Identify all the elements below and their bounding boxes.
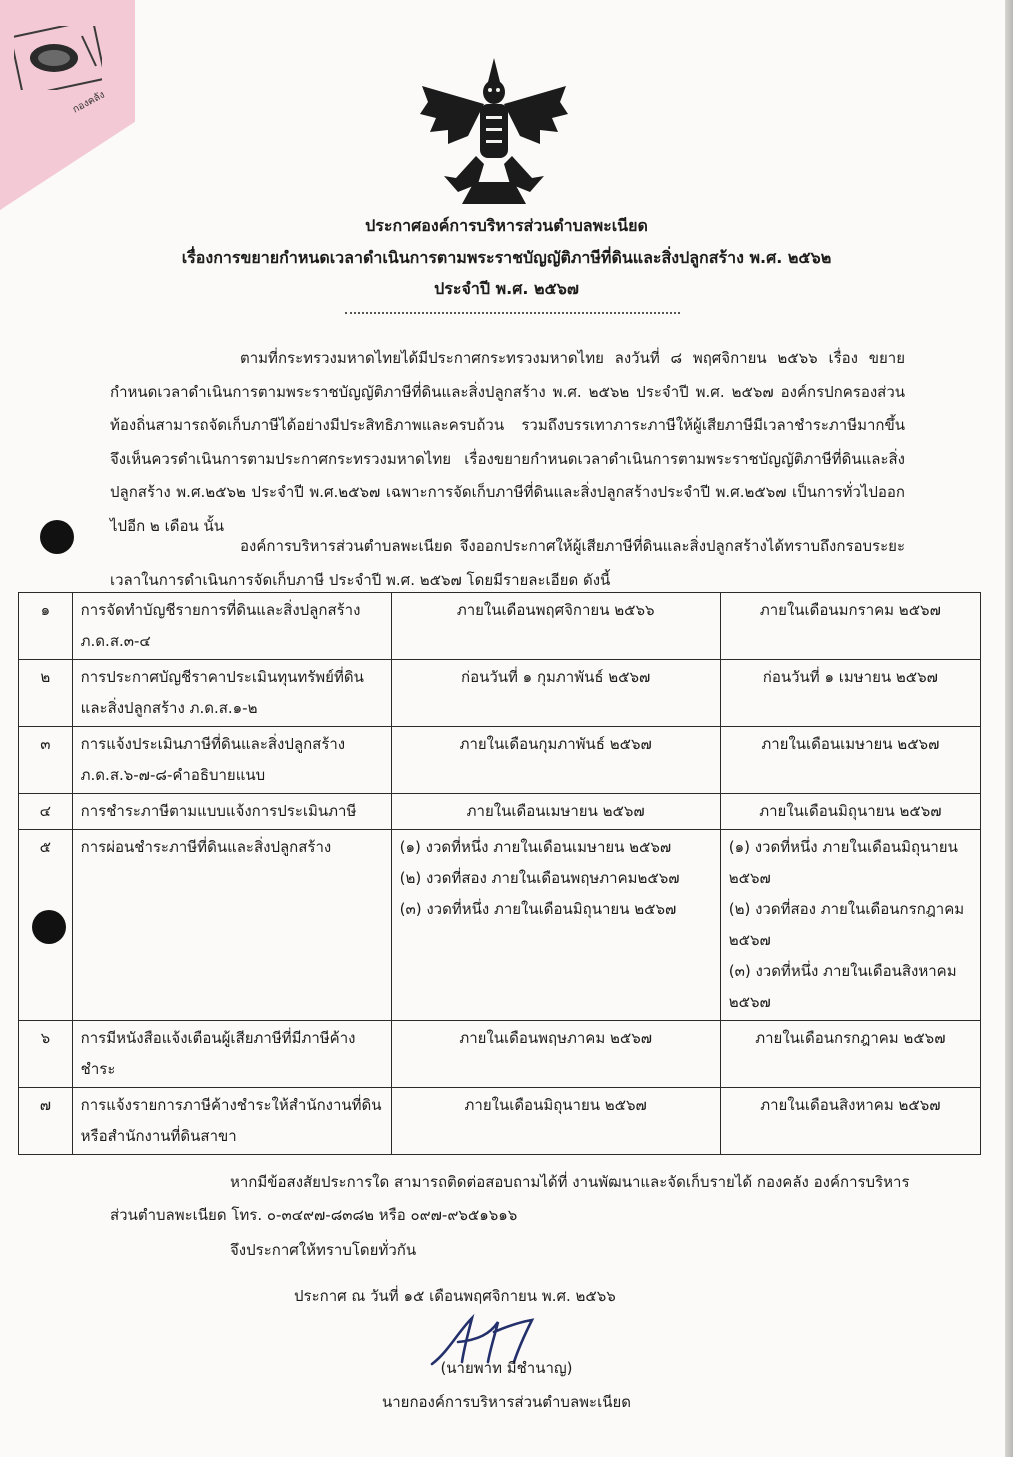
schedule-activity: การผ่อนชำระภาษีที่ดินและสิ่งปลูกสร้าง <box>72 830 391 1021</box>
schedule-original-deadline <box>391 1021 720 1088</box>
deadline-line: (๓) งวดที่หนึ่ง ภายในเดือนสิงหาคม ๒๕๖๗ <box>728 962 957 1011</box>
schedule-activity: การชำระภาษีตามแบบแจ้งการประเมินภาษี <box>72 794 391 830</box>
deadline-line: ภายในเดือนกรกฎาคม ๒๕๖๗ <box>755 1029 946 1047</box>
announcement-date: ประกาศ ณ วันที่ ๑๕ เดือนพฤศจิกายน พ.ศ. ๒๕๖๖ <box>294 1287 616 1305</box>
schedule-row <box>19 727 981 794</box>
announcement-year: ประจำปี พ.ศ. ๒๕๖๗ <box>434 279 579 298</box>
schedule-activity: การประกาศบัญชีราคาประเมินทุนทรัพย์ที่ดินและสิ่งปลูกสร้าง ภ.ด.ส.๑-๒ <box>72 660 391 727</box>
schedule-row-number: ๖ <box>19 1021 73 1088</box>
schedule-extended-deadline <box>720 727 980 794</box>
schedule-extended-deadline <box>720 593 980 660</box>
announcement-subject: เรื่องการขยายกำหนดเวลาดำเนินการตามพระราชบัญญัติภาษีที่ดินและสิ่งปลูกสร้าง พ.ศ. ๒๕๖๒ <box>181 248 832 267</box>
schedule-row-number: ๑ <box>19 593 73 660</box>
binder-hole-top <box>40 520 74 554</box>
schedule-extended-deadline <box>720 830 980 1021</box>
deadline-line: ก่อนวันที่ ๑ กุมภาพันธ์ ๒๕๖๗ <box>460 668 651 686</box>
announcement-title: ประกาศองค์การบริหารส่วนตำบลพะเนียด <box>365 216 648 235</box>
schedule-activity: การมีหนังสือแจ้งเตือนผู้เสียภาษีที่มีภาษีค้างชำระ <box>72 1021 391 1088</box>
deadline-line: (๓) งวดที่หนึ่ง ภายในเดือนมิถุนายน ๒๕๖๗ <box>399 900 677 918</box>
signer-name: (นายพาท มีชำนาญ) <box>440 1359 573 1377</box>
signer-title: นายกองค์การบริหารส่วนตำบลพะเนียด <box>382 1393 631 1411</box>
official-seal-stamp <box>14 26 102 90</box>
schedule-activity: การจัดทำบัญชีรายการที่ดินและสิ่งปลูกสร้าง ภ.ด.ส.๓-๔ <box>72 593 391 660</box>
deadline-line: ภายในเดือนเมษายน ๒๕๖๗ <box>761 735 940 753</box>
deadline-line: (๒) งวดที่สอง ภายในเดือนพฤษภาคม๒๕๖๗ <box>399 869 680 887</box>
deadline-line: ภายในเดือนกุมภาพันธ์ ๒๕๖๗ <box>459 735 652 753</box>
schedule-row-number: ๕ <box>19 830 73 1021</box>
schedule-row-number: ๒ <box>19 660 73 727</box>
body-paragraph-2: องค์การบริหารส่วนตำบลพะเนียด จึงออกประกาศให้ผู้เสียภาษีที่ดินและสิ่งปลูกสร้างได้ทราบถึงกรอบระยะเวลาในการดำเนินการจัดเก็บภาษี ประจำปี พ.ศ. ๒๕๖๗ โดยมีรายละเอียด ดังนี้ <box>110 537 905 589</box>
schedule-extended-deadline <box>720 794 980 830</box>
schedule-row-number: ๓ <box>19 727 73 794</box>
schedule-row-number: ๔ <box>19 794 73 830</box>
deadline-line: ภายในเดือนสิงหาคม ๒๕๖๗ <box>760 1096 941 1114</box>
schedule-row <box>19 1021 981 1088</box>
schedule-row-number: ๗ <box>19 1088 73 1155</box>
deadline-line: (๑) งวดที่หนึ่ง ภายในเดือนเมษายน ๒๕๖๗ <box>399 838 672 856</box>
deadline-line: ภายในเดือนมิถุนายน ๒๕๖๗ <box>759 802 942 820</box>
deadline-line: ภายในเดือนพฤศจิกายน ๒๕๖๖ <box>456 601 655 619</box>
schedule-activity: การแจ้งรายการภาษีค้างชำระให้สำนักงานที่ดินหรือสำนักงานที่ดินสาขา <box>72 1088 391 1155</box>
schedule-original-deadline <box>391 794 720 830</box>
tax-schedule-table <box>18 592 981 1155</box>
schedule-row <box>19 830 981 1021</box>
deadline-line: ภายในเดือนมกราคม ๒๕๖๗ <box>759 601 941 619</box>
dotted-divider <box>345 312 680 314</box>
schedule-extended-deadline <box>720 660 980 727</box>
schedule-original-deadline <box>391 830 720 1021</box>
deadline-line: ภายในเดือนมิถุนายน ๒๕๖๗ <box>464 1096 647 1114</box>
schedule-row <box>19 593 981 660</box>
stamp-label: กองคลัง <box>70 89 107 116</box>
deadline-line: ภายในเดือนเมษายน ๒๕๖๗ <box>466 802 645 820</box>
schedule-original-deadline <box>391 1088 720 1155</box>
deadline-line: (๑) งวดที่หนึ่ง ภายในเดือนมิถุนายน ๒๕๖๗ <box>728 838 958 887</box>
deadline-line: (๒) งวดที่สอง ภายในเดือนกรกฎาคม ๒๕๖๗ <box>728 900 965 949</box>
contact-paragraph: หากมีข้อสงสัยประการใด สามารถติดต่อสอบถามได้ที่ งานพัฒนาและจัดเก็บรายได้ กองคลัง องค์การบริหารส่วนตำบลพะเนียด โทร. ๐-๓๔๙๗-๘๓๘๒ หรือ ๐๙๗-๙๖๕๑๖๑๖ <box>110 1173 910 1224</box>
deadline-line: ภายในเดือนพฤษภาคม ๒๕๖๗ <box>459 1029 653 1047</box>
schedule-row <box>19 794 981 830</box>
schedule-original-deadline <box>391 660 720 727</box>
schedule-original-deadline <box>391 593 720 660</box>
deadline-line: ก่อนวันที่ ๑ เมษายน ๒๕๖๗ <box>762 668 938 686</box>
schedule-row <box>19 1088 981 1155</box>
schedule-activity: การแจ้งประเมินภาษีที่ดินและสิ่งปลูกสร้าง ภ.ด.ส.๖-๗-๘-คำอธิบายแนบ <box>72 727 391 794</box>
garuda-emblem <box>418 56 570 206</box>
schedule-original-deadline <box>391 727 720 794</box>
schedule-row <box>19 660 981 727</box>
schedule-extended-deadline <box>720 1088 980 1155</box>
schedule-extended-deadline <box>720 1021 980 1088</box>
closing-statement: จึงประกาศให้ทราบโดยทั่วกัน <box>230 1241 417 1259</box>
body-paragraph-1: ตามที่กระทรวงมหาดไทยได้มีประกาศกระทรวงมหาดไทย ลงวันที่ ๘ พฤศจิกายน ๒๕๖๖ เรื่อง ขยายกำหนดเวลาดำเนินการตามพระราชบัญญัติภาษีที่ดินและสิ่งปลูกสร้าง พ.ศ. ๒๕๖๒ ประจำปี พ.ศ. ๒๕๖๗ องค์กรปกครองส่วนท้องถิ่นสามารถจัดเก็บภาษีได้อย่างมีประสิทธิภาพและครบถ้วน รวมถึงบรรเทาภาระภาษีให้ผู้เสียภาษีมีเวลาชำระภาษีมากขึ้น จึงเห็นควรดำเนินการตามประกาศกระทรวงมหาดไทย เรื่องขยายกำหนดเวลาดำเนินการตามพระราชบัญญัติภาษีที่ดินและสิ่งปลูกสร้าง พ.ศ.๒๕๖๒ ประจำปี พ.ศ.๒๕๖๗ เฉพาะการจัดเก็บภาษีที่ดินและสิ่งปลูกสร้างประจำปี พ.ศ.๒๕๖๗ เป็นการทั่วไปออกไปอีก ๒ เดือน นั้น <box>110 349 905 535</box>
